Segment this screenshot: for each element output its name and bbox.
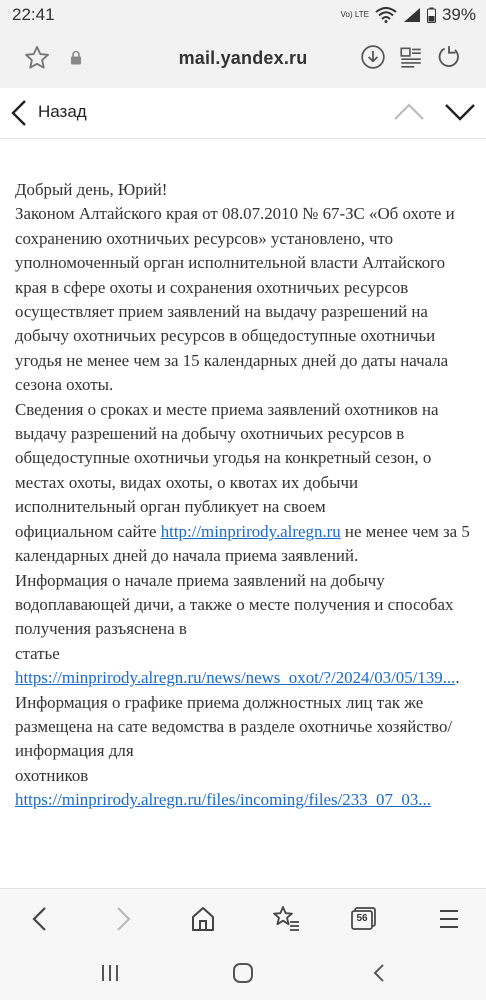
system-nav-bar <box>0 948 486 1000</box>
tabs-button[interactable] <box>350 906 378 932</box>
hunters-link[interactable]: https://minprirody.alregn.ru/files/incoming/files/233_07_03... <box>15 790 431 810</box>
status-time: 22:41 <box>12 5 55 24</box>
system-back-icon[interactable] <box>370 962 390 984</box>
hunters-prefix: охотников <box>15 765 89 785</box>
chevron-up-icon[interactable] <box>392 100 426 124</box>
paragraph-schedule: Информация о графике приема должностных лиц так же размещена на сате ведомства в разделе охотничье хозяйство/информация для <box>15 692 453 761</box>
download-icon[interactable] <box>360 44 386 70</box>
article-prefix: статье <box>15 643 60 663</box>
tabs-count: 56 <box>356 913 368 924</box>
reader-mode-icon[interactable] <box>398 44 424 70</box>
official-site-link[interactable]: http://minprirody.alregn.ru <box>160 521 341 541</box>
paragraph-law: Законом Алтайского края от 08.07.2010 № 67-ЗС «Об охоте и сохранению охотничьих ресурсов» установлено, что уполномоченный орган исполнительной власти Алтайского края в сфере охоты и сохранения охотничьих ресурсов осуществляет прием заявлений на выдачу разрешений на добычу охотничьих ресурсов в общедоступные охотничьи угодья не менее чем за 15 календарных дней до даты начала сезона охоты. <box>15 204 455 395</box>
official-site-prefix: официальном сайте <box>15 521 161 541</box>
forward-nav-icon[interactable] <box>110 904 136 934</box>
official-site-suffix: не менее чем за 5 календарных дней до начала приема заявлений. <box>15 521 470 566</box>
paragraph-waterfowl: Информация о начале приема заявлений на добычу водоплавающей дичи, а также о месте получения и способах получения разъяснена в <box>15 570 454 639</box>
chevron-left-icon[interactable] <box>8 97 30 129</box>
battery-icon <box>427 7 436 23</box>
home-icon[interactable] <box>189 904 217 934</box>
url-text[interactable]: mail.yandex.ru <box>178 48 308 68</box>
wifi-icon <box>375 7 397 23</box>
paragraph-info-sources: Сведения о сроках и месте приема заявлений охотников на выдачу разрешений на добычу охотничьих ресурсов в общедоступные охотничьи угодья на конкретный сезон, о местах охоты, видах охоты, о квотах их добычи исполнительный орган публикует на своем <box>15 399 439 517</box>
reload-icon[interactable] <box>436 44 462 70</box>
back-nav-icon[interactable] <box>27 904 53 934</box>
article-suffix: . <box>455 668 460 688</box>
paragraph-article <box>15 642 475 691</box>
paragraph-hunters <box>15 764 475 813</box>
article-link[interactable]: https://minprirody.alregn.ru/news/news_oxot/?/2024/03/05/139... <box>15 668 456 688</box>
browser-toolbar <box>0 888 486 949</box>
recent-apps-icon[interactable] <box>100 962 120 984</box>
status-bar <box>0 0 486 30</box>
email-body <box>15 178 475 888</box>
battery-level: 39% <box>441 5 476 24</box>
chevron-down-icon[interactable] <box>443 100 477 124</box>
bookmarks-icon[interactable] <box>271 904 301 934</box>
signal-icon <box>403 7 421 23</box>
status-icons <box>341 5 476 25</box>
address-bar <box>0 30 486 88</box>
back-button[interactable]: Назад <box>38 102 87 121</box>
paragraph-official-site <box>15 520 475 569</box>
network-label: Vo) LTE <box>340 10 369 19</box>
menu-icon[interactable] <box>436 904 462 934</box>
network-indicator <box>341 11 369 19</box>
message-nav-bar <box>0 88 486 139</box>
greeting: Добрый день, Юрий! <box>15 180 168 199</box>
home-button-icon[interactable] <box>232 962 254 984</box>
